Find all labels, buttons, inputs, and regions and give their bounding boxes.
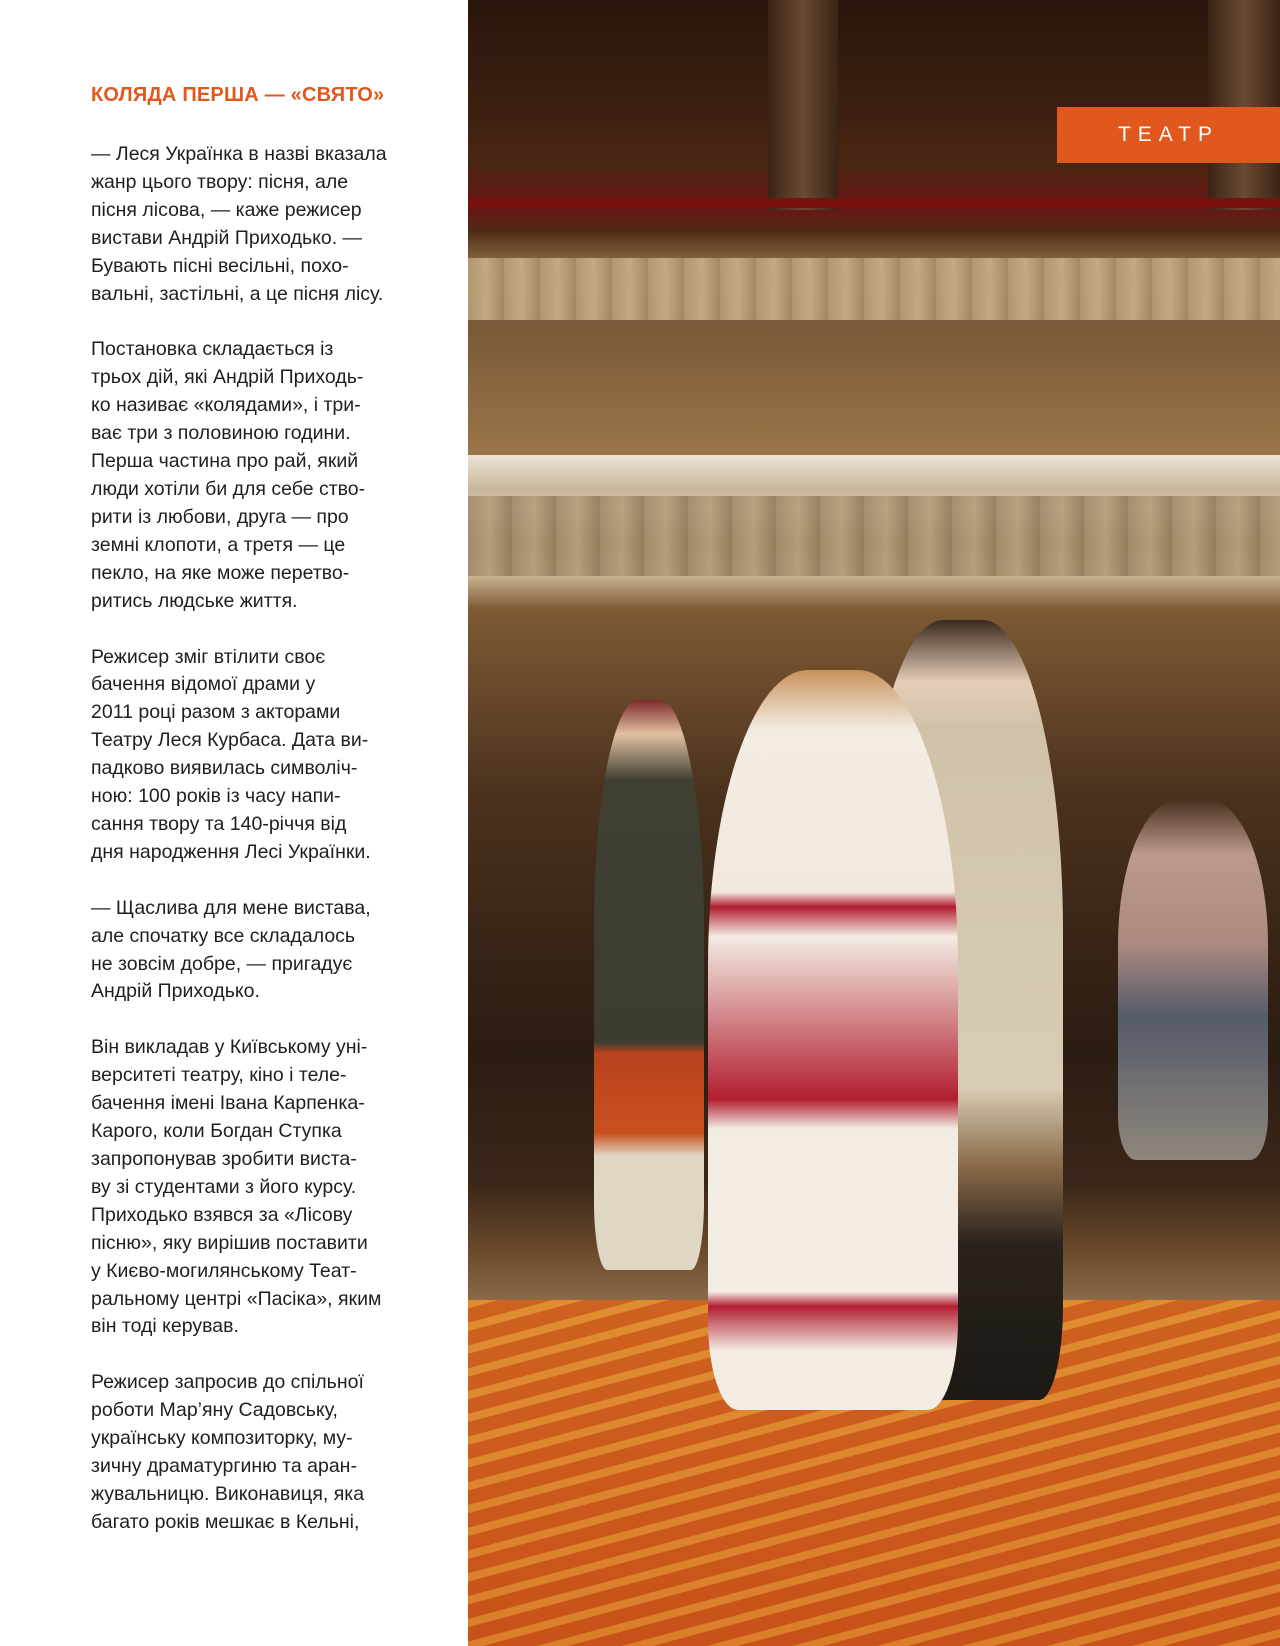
paragraph-line: пісню», яку вирішив поставити — [91, 1231, 368, 1254]
article-text-column — [0, 0, 468, 1646]
paragraph-line: ною: 100 років із часу напи- — [91, 785, 341, 808]
balcony-column — [1208, 0, 1280, 210]
paragraph-line: він тоді керував. — [91, 1315, 239, 1338]
paragraph-line: Постановка складається із — [91, 338, 334, 361]
paragraph-line: українську композиторку, му- — [91, 1427, 353, 1450]
section-tag: ТЕАТР — [1057, 107, 1280, 163]
paragraph-line: — Щаслива для мене вистава, — [91, 896, 371, 919]
article-paragraph — [91, 141, 461, 308]
paragraph-line: — Леся Українка в назві вказала — [91, 143, 387, 165]
paragraph-line: бачення відомої драми у — [91, 673, 316, 696]
paragraph-line: у Києво-могилянському Теат- — [91, 1259, 357, 1282]
paragraph-line: вальні, застільні, а це пісня лісу. — [91, 282, 384, 305]
balcony-ornament-lower — [468, 496, 1280, 576]
article-paragraph — [91, 1034, 461, 1341]
paragraph-line: вистави Андрій Приходько. — — [91, 226, 363, 249]
paragraph-line: Театру Леся Курбаса. Дата ви- — [91, 729, 369, 752]
actress-in-headscarf — [594, 700, 704, 1270]
paragraph-line: не зовсім добре, — пригадує — [91, 952, 353, 975]
paragraph-line: ву зі студентами з його курсу. — [91, 1175, 357, 1198]
actress-in-embroidered-dress — [708, 670, 958, 1410]
section-heading: КОЛЯДА ПЕРША — «СВЯТО» — [91, 84, 385, 106]
paragraph-line: ко називає «колядами», і три- — [91, 394, 361, 417]
theatre-performance-photo — [468, 0, 1280, 1646]
paragraph-line: Він викладав у Київському уні- — [91, 1036, 368, 1059]
paragraph-line: пісня лісова, — каже режисер — [91, 198, 362, 221]
paragraph-line: зичну драматургиню та аран- — [91, 1455, 357, 1478]
paragraph-line: ритись людське життя. — [91, 589, 298, 612]
paragraph-line: ральному центрі «Пасіка», яким — [91, 1287, 382, 1310]
article-paragraph — [91, 1369, 461, 1536]
article-paragraph — [91, 895, 461, 1007]
paragraph-line: земні клопоти, а третя — це — [91, 533, 346, 556]
paragraph-line: пекло, на яке може перетво- — [91, 561, 350, 584]
paragraph-line: Приходько взявся за «Лісову — [91, 1203, 353, 1226]
paragraph-line: верситеті театру, кіно і теле- — [91, 1064, 347, 1087]
article-paragraph — [91, 336, 461, 615]
audience-figures — [1118, 800, 1268, 1160]
paragraph-line: 2011 році разом з акторами — [91, 701, 341, 724]
balcony-ledge — [468, 455, 1280, 491]
paragraph-line: багато років мешкає в Кельні, — [91, 1510, 360, 1533]
paragraph-line: Карого, коли Богдан Ступка — [91, 1120, 342, 1143]
balcony-velvet-rail — [468, 198, 1280, 208]
paragraph-line: Режисер запросив до спільної — [91, 1371, 364, 1394]
paragraph-line: рити із любови, друга — про — [91, 505, 349, 528]
paragraph-line: сання твору та 140-річчя від — [91, 812, 347, 835]
article-body — [91, 141, 461, 1565]
paragraph-line: Андрій Приходько. — [91, 980, 260, 1003]
paragraph-line: дня народження Лесі Українки. — [91, 840, 371, 863]
paragraph-line: Перша частина про рай, який — [91, 450, 359, 473]
paragraph-line: але спочатку все складалось — [91, 924, 356, 947]
paragraph-line: Режисер зміг втілити своє — [91, 645, 326, 668]
paragraph-line: бачення імені Івана Карпенка- — [91, 1092, 365, 1115]
paragraph-line: запропонував зробити виста- — [91, 1148, 357, 1170]
balcony-column — [768, 0, 838, 210]
balcony-ornament-upper — [468, 258, 1280, 320]
article-paragraph — [91, 644, 461, 867]
paragraph-line: роботи Мар’яну Садовську, — [91, 1399, 338, 1422]
paragraph-line: ває три з половиною години. — [91, 422, 351, 445]
paragraph-line: Бувають пісні весільні, похо- — [91, 254, 349, 277]
paragraph-line: трьох дій, які Андрій Приходь- — [91, 366, 364, 389]
paragraph-line: жувальницю. Виконавиця, яка — [91, 1482, 365, 1505]
paragraph-line: жанр цього твору: пісня, але — [91, 170, 349, 193]
paragraph-line: падково виявилась символіч- — [91, 757, 358, 780]
paragraph-line: люди хотіли би для себе ство- — [91, 477, 366, 500]
